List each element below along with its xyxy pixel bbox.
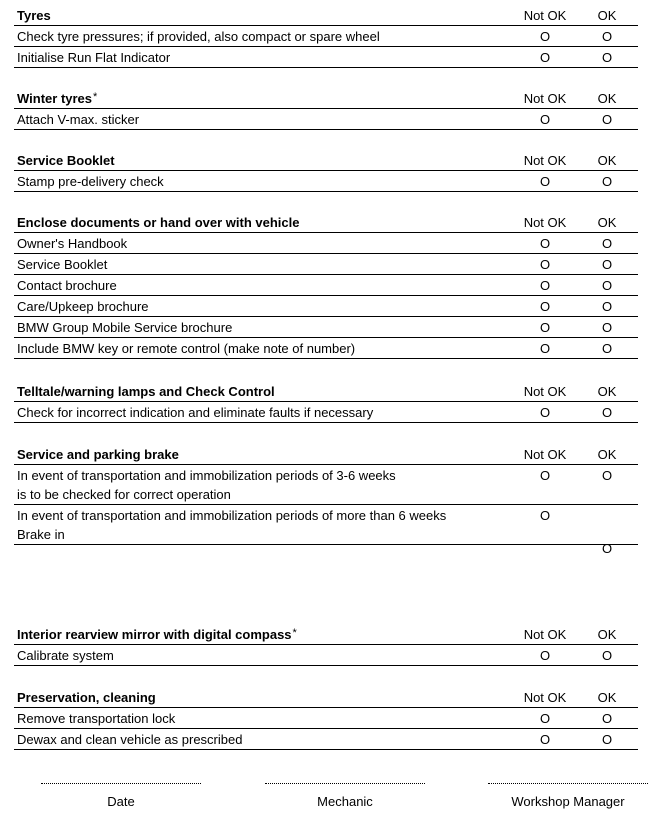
ok-checkbox[interactable]: O	[601, 711, 613, 726]
row-label: Care/Upkeep brochure	[17, 299, 149, 314]
not-ok-column-header: Not OK	[523, 384, 567, 399]
section-header	[14, 445, 638, 465]
row-label: Dewax and clean vehicle as prescribed	[17, 732, 243, 747]
signature-date	[41, 783, 201, 809]
section-header	[14, 6, 638, 26]
not-ok-checkbox[interactable]: O	[539, 50, 551, 65]
section-header	[14, 688, 638, 708]
row-label: In event of transportation and immobilization periods of 3-6 weeks is to be checked for correct operation	[17, 468, 396, 502]
section-telltale	[14, 382, 638, 423]
section-header	[14, 89, 638, 109]
ok-checkbox[interactable]: O	[601, 299, 613, 314]
checklist-row	[14, 233, 638, 254]
date-signature-line[interactable]	[41, 783, 201, 784]
checklist-row	[14, 109, 638, 130]
ok-checkbox[interactable]: O	[601, 174, 613, 189]
row-label: Include BMW key or remote control (make note of number)	[17, 341, 356, 356]
not-ok-checkbox[interactable]: O	[539, 112, 551, 127]
not-ok-column-header: Not OK	[523, 690, 567, 705]
checklist-row	[14, 26, 638, 47]
row-label: Attach V-max. sticker	[17, 112, 140, 127]
section-header	[14, 625, 638, 645]
ok-column-header: OK	[597, 8, 617, 23]
section-header	[14, 382, 638, 402]
ok-checkbox[interactable]: O	[601, 112, 613, 127]
not-ok-checkbox[interactable]: O	[539, 405, 551, 420]
ok-checkbox[interactable]: O	[601, 732, 613, 747]
section-title: Winter tyres*	[17, 91, 98, 106]
not-ok-checkbox[interactable]: O	[539, 278, 551, 293]
manager-label: Workshop Manager	[511, 794, 625, 809]
ok-column-header: OK	[597, 91, 617, 106]
not-ok-checkbox[interactable]: O	[539, 711, 551, 726]
section-title: Interior rearview mirror with digital compass*	[17, 627, 297, 642]
ok-checkbox[interactable]: O	[601, 278, 613, 293]
row-label: Contact brochure	[17, 278, 117, 293]
ok-column-header: OK	[597, 447, 617, 462]
section-title: Enclose documents or hand over with vehicle	[17, 215, 300, 230]
row-label: Stamp pre-delivery check	[17, 174, 164, 189]
section-title: Service Booklet	[17, 153, 115, 168]
section-title: Preservation, cleaning	[17, 690, 156, 705]
not-ok-checkbox[interactable]: O	[539, 732, 551, 747]
signature-manager	[488, 783, 648, 809]
not-ok-column-header: Not OK	[523, 447, 567, 462]
checklist-row	[14, 317, 638, 338]
section-brake	[14, 445, 638, 556]
section-title: Tyres	[17, 8, 51, 23]
not-ok-checkbox[interactable]: O	[539, 648, 551, 663]
not-ok-checkbox[interactable]: O	[539, 299, 551, 314]
not-ok-checkbox[interactable]: O	[539, 508, 551, 523]
row-label: Check tyre pressures; if provided, also compact or spare wheel	[17, 29, 380, 44]
row-label: Service Booklet	[17, 257, 108, 272]
footnote-asterisk: *	[292, 627, 297, 639]
not-ok-column-header: Not OK	[523, 153, 567, 168]
section-tyres	[14, 6, 638, 68]
section-winter-tyres	[14, 89, 638, 130]
not-ok-column-header: Not OK	[523, 215, 567, 230]
ok-checkbox[interactable]: O	[601, 257, 613, 272]
ok-checkbox[interactable]: O	[601, 648, 613, 663]
ok-checkbox[interactable]: O	[601, 405, 613, 420]
ok-checkbox[interactable]: O	[601, 320, 613, 335]
section-documents	[14, 213, 638, 359]
not-ok-checkbox[interactable]: O	[539, 468, 551, 483]
section-preservation	[14, 688, 638, 750]
row-label: In event of transportation and immobilization periods of more than 6 weeks Brake in	[17, 508, 447, 542]
checklist-row	[14, 338, 638, 359]
ok-column-header: OK	[597, 153, 617, 168]
not-ok-checkbox[interactable]: O	[539, 174, 551, 189]
not-ok-checkbox[interactable]: O	[539, 236, 551, 251]
section-header	[14, 213, 638, 233]
checklist-row	[14, 505, 638, 556]
ok-checkbox[interactable]: O	[601, 50, 613, 65]
ok-checkbox[interactable]: O	[601, 541, 613, 556]
checklist-row	[14, 296, 638, 317]
ok-column-header: OK	[597, 627, 617, 642]
row-label: Check for incorrect indication and eliminate faults if necessary	[17, 405, 374, 420]
not-ok-checkbox[interactable]: O	[539, 320, 551, 335]
not-ok-checkbox[interactable]: O	[539, 257, 551, 272]
checklist-row	[14, 645, 638, 666]
ok-column-header: OK	[597, 690, 617, 705]
checklist-row	[14, 275, 638, 296]
ok-checkbox[interactable]: O	[601, 468, 613, 483]
mechanic-signature-line[interactable]	[265, 783, 425, 784]
checklist-row	[14, 729, 638, 750]
checklist-row	[14, 47, 638, 68]
row-label: Calibrate system	[17, 648, 114, 663]
not-ok-column-header: Not OK	[523, 8, 567, 23]
row-label: Initialise Run Flat Indicator	[17, 50, 171, 65]
ok-checkbox[interactable]: O	[601, 341, 613, 356]
footnote-asterisk: *	[93, 91, 98, 103]
row-label: BMW Group Mobile Service brochure	[17, 320, 233, 335]
not-ok-checkbox[interactable]: O	[539, 341, 551, 356]
section-service-booklet	[14, 151, 638, 192]
section-title: Service and parking brake	[17, 447, 179, 462]
ok-column-header: OK	[597, 215, 617, 230]
section-title: Telltale/warning lamps and Check Control	[17, 384, 275, 399]
checklist-row	[14, 708, 638, 729]
signature-mechanic	[265, 783, 425, 809]
section-header	[14, 151, 638, 171]
not-ok-checkbox[interactable]: O	[539, 29, 551, 44]
checklist-row	[14, 402, 638, 423]
row-label: Owner's Handbook	[17, 236, 128, 251]
manager-signature-line[interactable]	[488, 783, 648, 784]
ok-checkbox[interactable]: O	[601, 29, 613, 44]
checklist-row	[14, 465, 638, 505]
not-ok-column-header: Not OK	[523, 627, 567, 642]
checklist-row	[14, 254, 638, 275]
row-label: Remove transportation lock	[17, 711, 176, 726]
date-label: Date	[107, 794, 135, 809]
checklist-row	[14, 171, 638, 192]
not-ok-column-header: Not OK	[523, 91, 567, 106]
mechanic-label: Mechanic	[317, 794, 373, 809]
ok-checkbox[interactable]: O	[601, 236, 613, 251]
ok-column-header: OK	[597, 384, 617, 399]
section-mirror	[14, 625, 638, 666]
